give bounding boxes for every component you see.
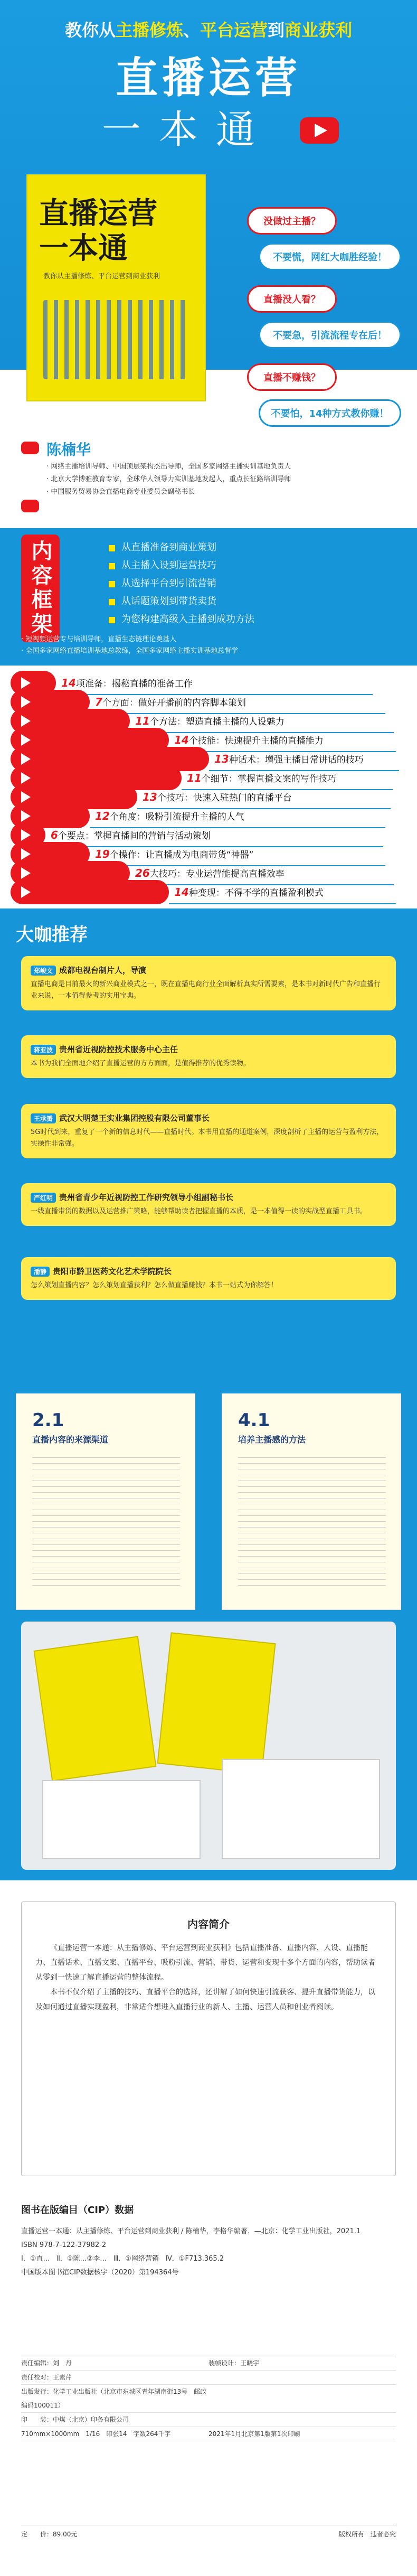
chapter-num: 14 [174,734,189,746]
bubble-question: 直播没人看？ [247,285,337,313]
tagline-part: 教你从 [64,20,116,40]
bubble-answer: 不要怕，14种方式教你赚！ [259,399,401,427]
chapter-num: 11 [187,772,202,784]
sample-page-num: 4.1 [238,1410,270,1431]
chapter-text [61,676,193,689]
recommend-title-text: 武汉大明楚王实业集团控股有限公司董事长 [59,1113,210,1123]
toc-bullet: 从话题策划到带货卖货 [106,593,380,611]
chapter-item [11,880,406,904]
tagline-highlight: 主播修炼 [115,20,183,40]
author-marker-icon [21,500,39,512]
recommend-name: 王承赟 [31,1113,56,1123]
bubble-answer: 不要急，引流流程专在后！ [259,321,401,349]
intro-paragraph: 本书不仅介绍了主播的技巧、直播平台的选择，还讲解了如何快速引流获客、提升直播带货能力，以及如何通过直播实现盈利，非常适合想进入直播行业的新人、主播、运营人员和创业者阅读。 [35,1988,375,2011]
bubble-question: 直播不赚钱？ [247,363,337,391]
tagline-highlight: 平台运营 [200,20,268,40]
cip-cell: 印 装：中煤（北京）印务有限公司 [21,2416,129,2423]
recommend-header [31,1044,386,1055]
cip-title: 图书在版编目（CIP）数据 [21,2205,134,2216]
cover-illustration [43,300,191,379]
toc-label: 内容框架 [21,535,60,642]
recommend-title-text: 贵州省近视防控技术服务中心主任 [59,1045,178,1054]
photo-book-cover [157,1632,276,1775]
hero-title-line2: 一本通 [102,107,273,153]
chapter-label: 个角度：吸粉引流提升主播的人气 [109,812,244,822]
recommend-title-text: 贵州省青少年近视防控工作研究领导小组副秘书长 [59,1193,234,1202]
sample-page-heading: 直播内容的来源渠道 [32,1435,109,1445]
chapter-label: 个技能：快速提升主播的直播能力 [188,736,324,746]
toc-bullet: 从主播入设到运营技巧 [106,557,380,575]
chapter-label: 个技巧：快速入驻热门的直播平台 [157,793,292,803]
recommend-name: 郑峻文 [31,966,56,976]
sample-page-heading: 培养主播感的方法 [238,1435,306,1445]
chapter-label: 大技巧：专业运营能提高直播效率 [149,869,285,879]
cip-cell [209,2385,396,2412]
chapter-text [135,866,285,879]
chapter-text [95,847,253,860]
sample-page-text [238,1452,386,1589]
recommend-name: 蒋亚波 [31,1045,56,1055]
tagline-part: 到 [268,20,285,40]
chapter-play-icon [11,880,169,904]
chapter-label: 个方法：塑造直播主播的人设魅力 [149,717,285,727]
chapter-num: 13 [143,791,157,803]
toc-bullet: 为您构建高级入主播到成功方法 [106,611,380,629]
chapter-text [95,695,246,708]
chapter-text [174,733,324,746]
author-name: 李格华 [46,499,91,517]
recommend-body: 怎么策划直播内容？怎么策划直播获利？怎么做直播赚钱？本书一站式为你解答！ [31,1281,278,1289]
cip-line: 中国版本图书馆CIP数据核字（2020）第194364号 [21,2269,179,2277]
author-line: · 短视频运营专与培训导师，直播生态链理论奠基人 [21,635,177,643]
chapter-label: 种变现：不得不学的直播盈利模式 [188,888,324,898]
recommend-body: 5G时代到来，重复了一个新的信息时代——直播时代。本书用直播的通道案例，深度剖析了主播的运营与盈利方法，实操性非常强。 [31,1128,384,1148]
cip-row [21,2371,396,2385]
play-logo-icon [300,117,339,144]
cover-subtitle: 教你从主播修炼、平台运营到商业获利 [43,273,160,280]
recommend-name: 严红明 [31,1193,56,1203]
toc-bullet: 从直播准备到商业策划 [106,539,380,557]
chapter-label: 个细节：掌握直播文案的写作技巧 [201,774,336,784]
toc-bullet: 从选择平台到引流营销 [106,575,380,593]
chapter-text [187,771,336,784]
recommend-title-text: 成都电视台制片人，导演 [59,966,147,975]
bubble-answer: 不要慌，网红大咖胜经验！ [259,243,401,270]
chapter-num: 11 [135,715,150,727]
cip-block [21,2203,396,2280]
chapter-text [143,790,292,803]
author-marker-icon [21,442,39,454]
chapter-num: 6 [51,829,58,841]
bubble-question: 没做过主播？ [247,207,337,235]
recommend-body: 直播电商是目前最火的新兴商业模式之一，既在直播电商行业全面解析真实所需要素，是本书对新时代广告和直播行业来说，一本值得参考的实用宝典。 [31,980,381,1000]
recommend-header [31,1192,386,1203]
recommend-title: 大咖推荐 [16,924,88,945]
chapter-num: 12 [95,810,110,822]
author-line: · 中国服务贸易协会直播电商专业委员会副秘书长 [46,488,195,496]
photo-book-cover [34,1636,157,1781]
book-cover [26,174,206,401]
cip-row [21,2385,396,2413]
cip-cell: 710mm×1000mm 1/16 印张14 字数264千字 [21,2430,171,2438]
hero-title: 直播运营 [116,53,301,102]
tagline-highlight: 商业获利 [285,20,353,40]
price: 定 价：89.00元 [21,2531,78,2538]
chapter-num: 14 [174,886,189,898]
sample-page-left [16,1393,195,1610]
sample-page-num: 2.1 [32,1410,64,1431]
tagline-part: 、 [183,20,200,40]
cip-cell: 出版发行：化学工业出版社（北京市东城区青年湖南街13号 邮政编码100011） [21,2388,207,2409]
cip-line: 直播运营一本通：从主播修炼、平台运营到商业获利 / 陈楠华，李格华编著．—北京：化学工业出版社，2021.1 [21,2227,361,2235]
cip-row [21,2413,396,2427]
toc-bullets [106,539,380,629]
recommend-card [21,1035,396,1078]
photo-book-open [222,1759,380,1859]
sample-page-text [32,1452,180,1589]
recommend-body: 一线直播带货的数据以及运营推广策略，能够帮助读者把握直播的本质，是一本值得一读的实战型直播工具书。 [31,1207,367,1215]
recommend-card [21,1257,396,1300]
copyright: 版权所有 违者必究 [338,2531,396,2538]
chapter-label: 项准备：揭秘直播的准备工作 [75,679,193,689]
chapter-num: 7 [95,696,102,708]
recommend-header [31,964,386,976]
recommend-card [21,1183,396,1226]
intro-box [21,1901,396,2176]
chapter-label: 个操作：让直播成为电商带货“神器” [109,850,254,860]
cip-cell [209,2371,396,2384]
cip-row [21,2356,396,2371]
chapter-num: 26 [135,867,150,879]
cip-table [21,2356,396,2441]
chapter-num: 13 [214,753,229,765]
chapter-text [95,809,244,822]
chapter-text [214,752,364,765]
sample-page-right [222,1393,401,1610]
recommend-header [31,1266,386,1277]
book-photo [21,1622,396,1870]
chapter-num: 19 [95,848,110,860]
intro-title: 内容简介 [187,1918,230,1931]
cip-cell: 责任编辑：刘 丹 [21,2359,72,2367]
author-name: 陈楠华 [46,441,91,458]
cip-cell: 装帧设计：王晓宇 [209,2359,260,2367]
chapter-label: 个方面：做好开播前的内容脚本策划 [102,698,246,708]
author-line: · 网络主播培训导师、中国顶层架构杰出导师，全国多家网络主播实训基地负责人 [46,463,291,471]
author2-desc [21,634,396,657]
chapter-num: 14 [61,677,76,689]
footer [21,2525,396,2538]
cip-cell: 责任校对：王素芹 [21,2374,72,2381]
recommend-card [21,1104,396,1158]
cip-line: Ⅰ．①直… Ⅱ．①陈…②李… Ⅲ．①网络营销 Ⅳ．①F713.365.2 [21,2255,224,2263]
cip-row [21,2427,396,2441]
chapter-text [51,828,211,841]
intro-paragraph: 《直播运营一本通：从主播修炼、平台运营到商业获利》包括直播准备、直播内容、人设、直播能力、直播话术、直播文案、直播平台、吸粉引流、营销、带货、运营和变现十多个方面的内容，帮助读者从零到一快速了解直播运营的整体流程。 [35,1944,375,1982]
chapter-text [135,714,285,727]
recommend-name: 潘静 [31,1267,50,1277]
chapter-label: 种话术：增强主播日常讲话的技巧 [229,755,364,765]
chapter-underline [169,903,396,904]
photo-book-open [42,1780,201,1859]
cip-cell: 2021年1月北京第1版第1次印刷 [209,2430,300,2438]
chapter-label: 个要点：掌握直播间的营销与活动策划 [58,831,211,841]
recommend-title-text: 贵阳市黔卫医药文化艺术学院院长 [53,1267,172,1276]
author-line: · 全国多家网络直播培训基地总教练，全国多家网络主播实训基地总督学 [21,647,239,655]
cip-cell [209,2413,396,2427]
hero-tagline [0,17,417,41]
chapter-text [174,885,324,898]
author-line: · 北京大学博雅教育专家，全球华人领导力实训基地发起人，重点长征路培训导师 [46,475,291,483]
recommend-card [21,956,396,1010]
cover-title: 直播运营 一本通 [39,196,157,266]
cip-line: ISBN 978-7-122-37982-2 [21,2241,107,2249]
recommend-header [31,1112,386,1123]
recommend-body: 本书为我们全面地介绍了直播运营的方方面面，是值得推荐的优秀读物。 [31,1060,251,1067]
